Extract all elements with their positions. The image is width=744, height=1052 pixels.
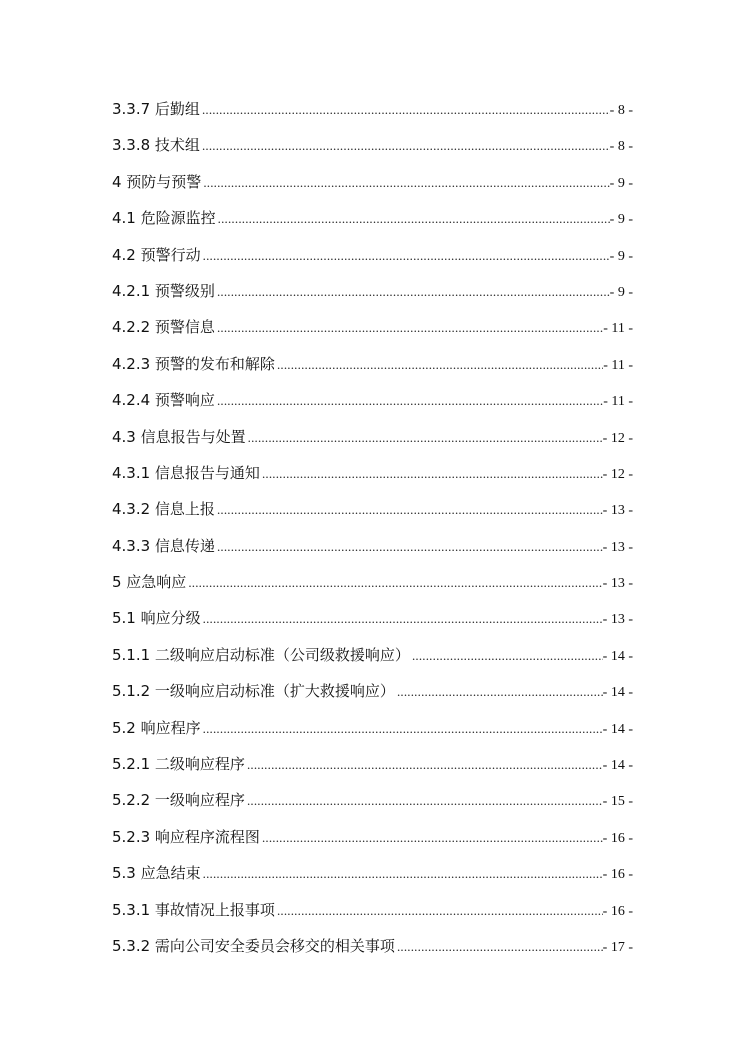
toc-dot-leader (412, 638, 603, 674)
toc-dot-leader (217, 274, 610, 310)
toc-entry-page-number: - 14 - (602, 721, 633, 737)
toc-entry-page-number: - 8 - (609, 103, 633, 118)
toc-entry-title: 5.1 响应分级 (112, 609, 201, 628)
toc-dot-leader (217, 492, 603, 528)
toc-entry[interactable] (112, 91, 633, 127)
toc-dot-leader (397, 674, 603, 710)
toc-entry[interactable] (112, 928, 633, 964)
toc-entry[interactable] (112, 600, 633, 636)
toc-entry[interactable] (112, 419, 633, 455)
toc-entry-title: 5.3 应急结束 (112, 864, 201, 883)
toc-dot-leader (218, 201, 610, 237)
toc-entry[interactable] (112, 273, 633, 309)
toc-entry[interactable] (112, 491, 633, 527)
toc-entry-title: 5.1.2 一级响应启动标准（扩大救援响应） (112, 682, 395, 701)
toc-entry[interactable] (112, 382, 633, 418)
toc-entry-page-number: - 8 - (609, 139, 633, 155)
toc-entry-title: 3.3.7 后勤组 (112, 100, 200, 118)
toc-dot-leader (247, 783, 603, 819)
toc-entry-title: 4.1 危险源监控 (112, 209, 216, 228)
toc-entry[interactable] (112, 237, 633, 273)
toc-entry-title: 5.1.1 二级响应启动标准（公司级救援响应） (112, 645, 410, 664)
toc-dot-leader (203, 238, 610, 274)
toc-entry-page-number: - 16 - (602, 830, 633, 846)
toc-entry[interactable] (112, 164, 633, 200)
toc-entry-page-number: - 12 - (602, 466, 633, 482)
toc-dot-leader (217, 310, 603, 346)
toc-dot-leader (397, 929, 603, 965)
toc-entry-page-number: - 13 - (602, 576, 633, 592)
toc-entry-page-number: - 13 - (602, 503, 633, 519)
toc-dot-leader (262, 456, 603, 492)
toc-dot-leader (262, 820, 603, 856)
toc-entry-title: 4 预防与预警 (112, 172, 202, 191)
toc-entry[interactable] (112, 346, 633, 382)
toc-dot-leader (203, 856, 603, 892)
toc-entry-page-number: - 15 - (602, 794, 633, 810)
toc-dot-leader (203, 711, 603, 747)
toc-entry[interactable] (112, 528, 633, 564)
toc-entry-page-number: - 17 - (602, 939, 633, 955)
toc-entry-page-number: - 14 - (602, 648, 633, 664)
toc-entry[interactable] (112, 309, 633, 345)
toc-entry[interactable] (112, 455, 633, 491)
toc-dot-leader (277, 347, 603, 383)
toc-entry-page-number: - 16 - (602, 903, 633, 919)
toc-entry-page-number: - 13 - (602, 612, 633, 628)
toc-entry[interactable] (112, 127, 633, 163)
toc-entry-page-number: - 12 - (602, 430, 633, 446)
toc-entry[interactable] (112, 746, 633, 782)
toc-entry[interactable] (112, 710, 633, 746)
toc-dot-leader (202, 92, 610, 128)
toc-dot-leader (277, 893, 603, 929)
toc-dot-leader (203, 165, 609, 201)
toc-dot-leader (203, 601, 603, 637)
toc-entry-page-number: - 9 - (609, 284, 633, 300)
toc-entry-title: 4.2.1 预警级别 (112, 281, 215, 300)
toc-entry[interactable] (112, 855, 633, 891)
toc-entry-page-number: - 9 - (609, 248, 633, 264)
toc-entry-title: 4.3.2 信息上报 (112, 500, 215, 519)
toc-dot-leader (202, 128, 610, 164)
toc-entry-page-number: - 9 - (609, 212, 633, 228)
toc-entry[interactable] (112, 782, 633, 818)
toc-entry-title: 3.3.8 技术组 (112, 136, 200, 155)
toc-entry-title: 5.2.1 二级响应程序 (112, 755, 245, 774)
toc-entry[interactable] (112, 819, 633, 855)
toc-entry-title: 5.2.3 响应程序流程图 (112, 827, 260, 846)
toc-dot-leader (217, 529, 603, 565)
toc-entry-title: 4.3 信息报告与处置 (112, 427, 246, 446)
toc-entry-title: 4.2 预警行动 (112, 245, 201, 264)
toc-entry-page-number: - 11 - (603, 321, 633, 337)
toc-entry-title: 5.3.2 需向公司安全委员会移交的相关事项 (112, 936, 395, 955)
toc-entry-title: 4.3.3 信息传递 (112, 536, 215, 555)
toc-entry-page-number: - 14 - (602, 685, 633, 701)
toc-dot-leader (247, 747, 603, 783)
toc-entry[interactable] (112, 637, 633, 673)
toc-entry[interactable] (112, 200, 633, 236)
toc-entry-title: 4.2.2 预警信息 (112, 318, 215, 337)
toc-entry-title: 4.3.1 信息报告与通知 (112, 463, 260, 482)
toc-dot-leader (248, 420, 603, 456)
toc-entry[interactable] (112, 892, 633, 928)
toc-entry-title: 4.2.4 预警响应 (112, 391, 215, 410)
toc-entry-page-number: - 16 - (602, 867, 633, 883)
toc-entry-page-number: - 14 - (602, 758, 633, 774)
toc-dot-leader (217, 383, 603, 419)
toc-entry-title: 5.2 响应程序 (112, 718, 201, 737)
toc-entry-page-number: - 11 - (603, 394, 633, 410)
table-of-contents (112, 91, 633, 964)
toc-entry-title: 5.3.1 事故情况上报事项 (112, 900, 275, 919)
toc-entry[interactable] (112, 564, 633, 600)
toc-entry-page-number: - 11 - (603, 357, 633, 373)
toc-entry-title: 5 应急响应 (112, 573, 187, 592)
toc-dot-leader (188, 565, 602, 601)
toc-entry-page-number: - 13 - (602, 539, 633, 555)
toc-entry-page-number: - 9 - (609, 175, 633, 191)
toc-entry-title: 5.2.2 一级响应程序 (112, 791, 245, 810)
toc-entry-title: 4.2.3 预警的发布和解除 (112, 354, 275, 373)
toc-entry[interactable] (112, 673, 633, 709)
